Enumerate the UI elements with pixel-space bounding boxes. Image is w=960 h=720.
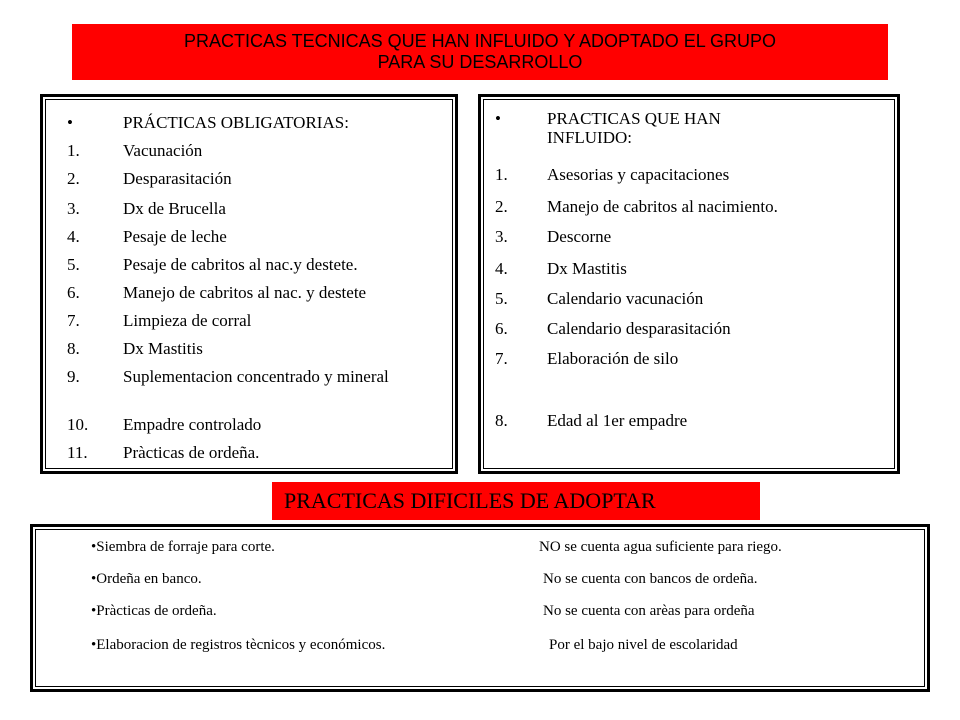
item-text: Pesaje de leche (123, 227, 227, 246)
influenced-practices-heading: PRACTICAS QUE HAN INFLUIDO: (547, 109, 721, 147)
item-number: 4. (67, 227, 80, 246)
item-number: 1. (67, 141, 80, 160)
item-number: 1. (495, 165, 508, 184)
item-number: 2. (67, 169, 80, 188)
bullet-marker: • (67, 113, 73, 132)
item-number: 5. (67, 255, 80, 274)
item-text: Vacunación (123, 141, 203, 160)
item-number: 7. (495, 349, 508, 368)
item-number: 7. (67, 311, 80, 330)
page-title-line-2: PARA SU DESARROLLO (377, 52, 583, 72)
item-number: 8. (67, 339, 80, 358)
mandatory-practices-box (40, 94, 458, 474)
item-text: Edad al 1er empadre (547, 411, 688, 430)
item-text: Calendario vacunación (547, 289, 704, 308)
difficult-practice: •Siembra de forraje para corte. (91, 539, 275, 555)
item-number: 3. (67, 199, 80, 218)
item-number: 3. (495, 227, 508, 246)
difficult-practice: •Pràcticas de ordeña. (91, 603, 217, 619)
difficult-practices-box (30, 524, 930, 692)
item-number: 9. (67, 367, 80, 386)
item-number: 6. (495, 319, 508, 338)
item-text: Pesaje de cabritos al nac.y destete. (123, 255, 358, 274)
difficulty-reason: Por el bajo nivel de escolaridad (549, 637, 738, 653)
item-text: Dx Mastitis (547, 259, 627, 278)
item-text: Pràcticas de ordeña. (123, 443, 260, 462)
item-number: 2. (495, 197, 508, 216)
item-text: Limpieza de corral (123, 311, 252, 330)
mandatory-practices-heading: PRÁCTICAS OBLIGATORIAS: (123, 113, 349, 132)
page-title-banner (72, 24, 888, 80)
item-text: Descorne (547, 227, 612, 246)
item-text: Suplementacion concentrado y mineral (123, 367, 389, 386)
difficulty-reason: No se cuenta con bancos de ordeña. (543, 571, 758, 587)
item-text: Elaboración de silo (547, 349, 679, 368)
item-number: 8. (495, 411, 508, 430)
difficulty-reason: No se cuenta con arèas para ordeña (543, 603, 755, 619)
item-number: 10. (67, 415, 89, 434)
difficult-practice: •Ordeña en banco. (91, 571, 202, 587)
item-text: Asesorias y capacitaciones (547, 165, 730, 184)
item-text: Manejo de cabritos al nac. y destete (123, 283, 367, 302)
item-text: Desparasitación (123, 169, 232, 188)
item-number: 11. (67, 443, 88, 462)
item-text: Empadre controlado (123, 415, 262, 434)
item-text: Dx Mastitis (123, 339, 203, 358)
bullet-marker: • (495, 109, 501, 128)
item-text: Manejo de cabritos al nacimiento. (547, 197, 778, 216)
difficult-practice: •Elaboracion de registros tècnicos y económicos. (91, 637, 386, 653)
item-number: 5. (495, 289, 508, 308)
item-number: 6. (67, 283, 80, 302)
item-text: Dx de Brucella (123, 199, 226, 218)
difficult-practices-label: PRACTICAS DIFICILES DE ADOPTAR (272, 482, 760, 520)
item-number: 4. (495, 259, 508, 278)
item-text: Calendario desparasitación (547, 319, 731, 338)
influenced-practices-box (478, 94, 900, 474)
page-title-line-1: PRACTICAS TECNICAS QUE HAN INFLUIDO Y ADOPTADO EL GRUPO (183, 31, 777, 51)
difficulty-reason: NO se cuenta agua suficiente para riego. (539, 539, 782, 555)
